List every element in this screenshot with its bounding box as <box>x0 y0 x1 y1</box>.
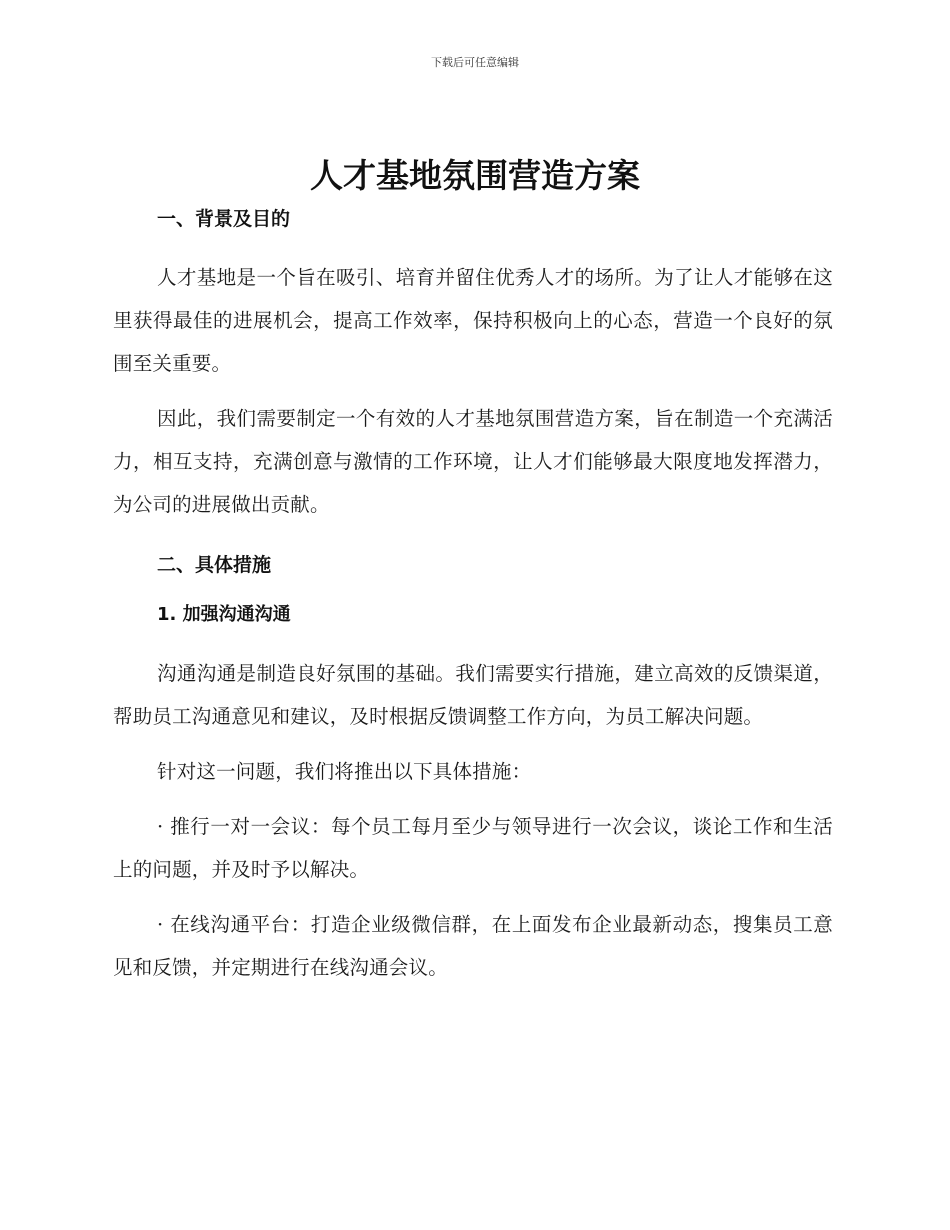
paragraph: 因此，我们需要制定一个有效的人才基地氛围营造方案，旨在制造一个充满活力，相互支持，充满创意与激情的工作环境，让人才们能够最大限度地发挥潜力，为公司的进展做出贡献。 <box>113 407 833 516</box>
header-note: 下载后可任意编辑 <box>431 56 519 69</box>
subsection-heading-communication: 1. 加强沟通沟通 <box>157 604 291 625</box>
bullet-item: · 在线沟通平台：打造企业级微信群，在上面发布企业最新动态，搜集员工意见和反馈，并定期进行在线沟通会议。 <box>113 913 833 979</box>
paragraph: 针对这一问题，我们将推出以下具体措施： <box>157 760 532 783</box>
bullet-item: · 推行一对一会议：每个员工每月至少与领导进行一次会议，谈论工作和生活上的问题，并及时予以解决。 <box>113 815 833 881</box>
document-title: 人才基地氛围营造方案 <box>310 156 640 195</box>
section-heading-background: 一、背景及目的 <box>157 208 291 230</box>
document-body <box>113 204 833 989</box>
paragraph: 人才基地是一个旨在吸引、培育并留住优秀人才的场所。为了让人才能够在这里获得最佳的进展机会，提高工作效率，保持积极向上的心态，营造一个良好的氛围至关重要。 <box>113 266 833 375</box>
section-heading-measures: 二、具体措施 <box>157 554 272 576</box>
paragraph: 沟通沟通是制造良好氛围的基础。我们需要实行措施，建立高效的反馈渠道，帮助员工沟通意见和建议，及时根据反馈调整工作方向，为员工解决问题。 <box>113 662 833 728</box>
